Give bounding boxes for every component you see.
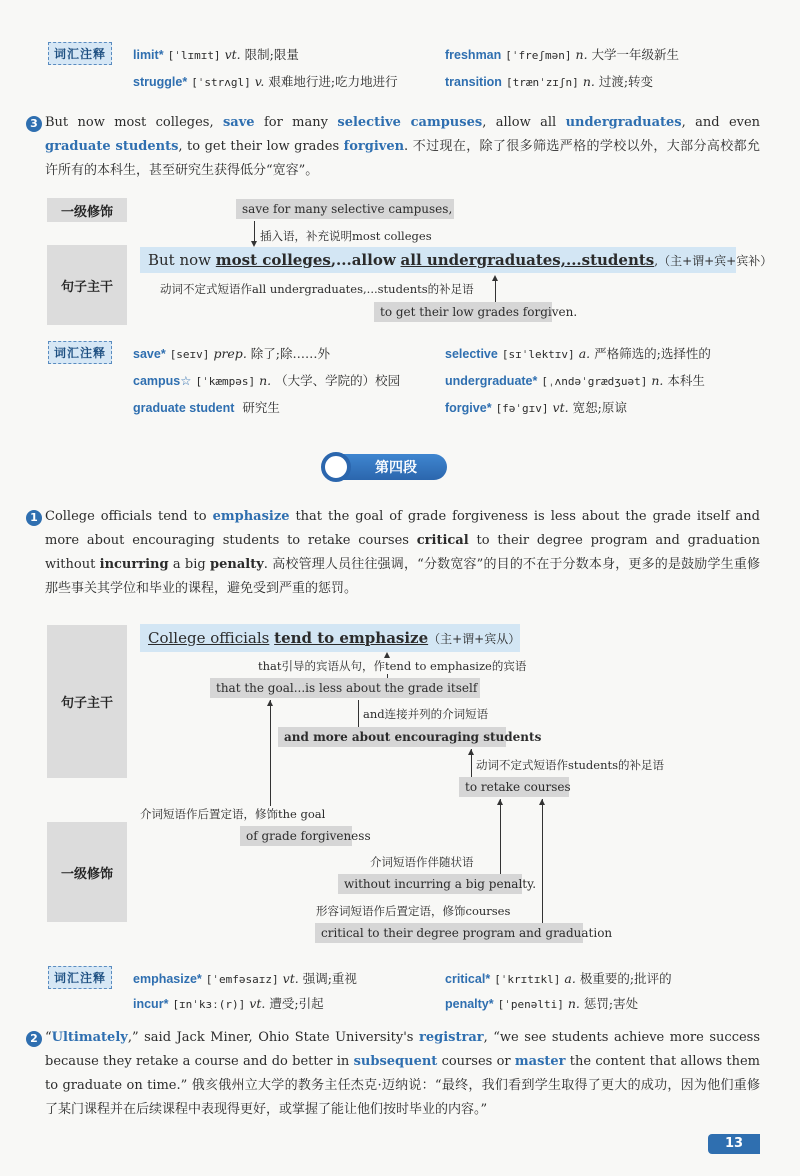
- paragraph-4-2: “Ultimately,” said Jack Miner, Ohio State University's registrar, “we see students achieve more success because they retake a course and do better in subsequent courses or master the content that allows them to graduate on time.” 俄亥俄州立大学的教务主任杰克·迈纳说：“最终，我们看到学生取得了更大的成功，因为他们重修了某门课程并在后续课程中表现得更好，或掌握了能让他们按时毕业的内容。”: [45, 1030, 761, 1117]
- vocab-entry: save* [seɪv] prep. 除了;除……外: [133, 346, 331, 361]
- main-clause-label: 句子主干: [47, 625, 127, 778]
- coord-phrase: and more about encouraging students: [278, 727, 506, 747]
- complement-note: 动词不定式短语作students的补足语: [476, 758, 665, 772]
- attr-note: 介词短语作后置定语，修饰the goal: [140, 807, 326, 821]
- vocab-entry: emphasize* [ˈemfəsaɪz] vt. 强调;重视: [133, 971, 357, 986]
- vocab-tag: 词汇注释: [48, 341, 112, 364]
- paragraph-3: But now most colleges, save for many selective campuses, allow all undergraduates, and even graduate students, to get their low grades forgiven. 不过现在，除了很多筛选严格的学校以外，大部分高校都允许所有的本科生，甚至研究生获得低分“宽容”。: [45, 115, 761, 178]
- postmod-phrase: critical to their degree program and graduation: [315, 923, 583, 943]
- adverbial-note: 介词短语作伴随状语: [370, 855, 474, 869]
- vocab-entry: struggle* [ˈstrʌgl] v. 艰难地行进;吃力地进行: [133, 74, 398, 89]
- main-clause-label: 句子主干: [47, 245, 127, 325]
- level1-label: 一级修饰: [47, 822, 127, 922]
- vocab-entry: undergraduate* [ˌʌndəˈgrædʒuət] n. 本科生: [445, 373, 705, 388]
- coord-note: and连接并列的介词短语: [363, 707, 489, 721]
- adverbial-phrase: without incurring a big penalty.: [338, 874, 522, 894]
- vocab-entry: limit* [ˈlɪmɪt] vt. 限制;限量: [133, 47, 299, 62]
- magnifier-icon: [321, 452, 351, 482]
- vocab-tag: 词汇注释: [48, 966, 112, 989]
- object-clause: that the goal...is less about the grade itself: [210, 678, 480, 698]
- level1-label: 一级修饰: [47, 198, 127, 222]
- vocab-entry: graduate student 研究生: [133, 400, 280, 415]
- vocab-entry: penalty* [ˈpenəlti] n. 惩罚;害处: [445, 996, 639, 1011]
- vocab-entry: freshman [ˈfreʃmən] n. 大学一年级新生: [445, 47, 680, 62]
- vocab-tag: 词汇注释: [48, 42, 112, 65]
- complement-phrase: to get their low grades forgiven.: [374, 302, 552, 322]
- main-sentence: But now most colleges ,...allow all undergraduates,...students ,（主+谓+宾+宾补）: [140, 247, 736, 273]
- attr-phrase: of grade forgiveness: [240, 826, 352, 846]
- vocab-entry: forgive* [fəˈgɪv] vt. 宽恕;原谅: [445, 400, 627, 415]
- vocab-entry: critical* [ˈkrɪtɪkl] a. 极重要的;批评的: [445, 971, 672, 986]
- section-header: 第四段: [327, 454, 447, 480]
- complement-phrase: to retake courses: [459, 777, 569, 797]
- page-number: 13: [708, 1134, 760, 1154]
- insert-note: 插入语，补充说明most colleges: [260, 229, 432, 243]
- vocab-entry: campus☆ [ˈkæmpəs] n. （大学、学院的）校园: [133, 373, 401, 388]
- complement-note: 动词不定式短语作all undergraduates,...students的补足语: [160, 282, 474, 296]
- vocab-entry: transition [trænˈzɪʃn] n. 过渡;转变: [445, 74, 654, 89]
- clause-note: that引导的宾语从句，作tend to emphasize的宾语: [258, 659, 527, 673]
- vocab-entry: incur* [ɪnˈkɜː(r)] vt. 遭受;引起: [133, 996, 324, 1011]
- postmod-note: 形容词短语作后置定语，修饰courses: [316, 904, 511, 918]
- paragraph-number: 2: [26, 1031, 42, 1047]
- paragraph-4-1: College officials tend to emphasize that the goal of grade forgiveness is less about the grade itself and more about encouraging students to retake courses critical to their degree program and graduation without incurring a big penalty. 高校管理人员往往强调，“分数宽容”的目的不在于分数本身，更多的是鼓励学生重修那些事关其学位和毕业的课程，避免受到严重的惩罚。: [45, 509, 761, 596]
- paragraph-number: 3: [26, 116, 42, 132]
- vocab-entry: selective [sɪˈlektɪv] a. 严格筛选的;选择性的: [445, 346, 711, 361]
- paragraph-number: 1: [26, 510, 42, 526]
- main-sentence: College officials tend to emphasize （主+谓+宾从）: [140, 624, 520, 652]
- insert-phrase: save for many selective campuses,: [236, 199, 454, 219]
